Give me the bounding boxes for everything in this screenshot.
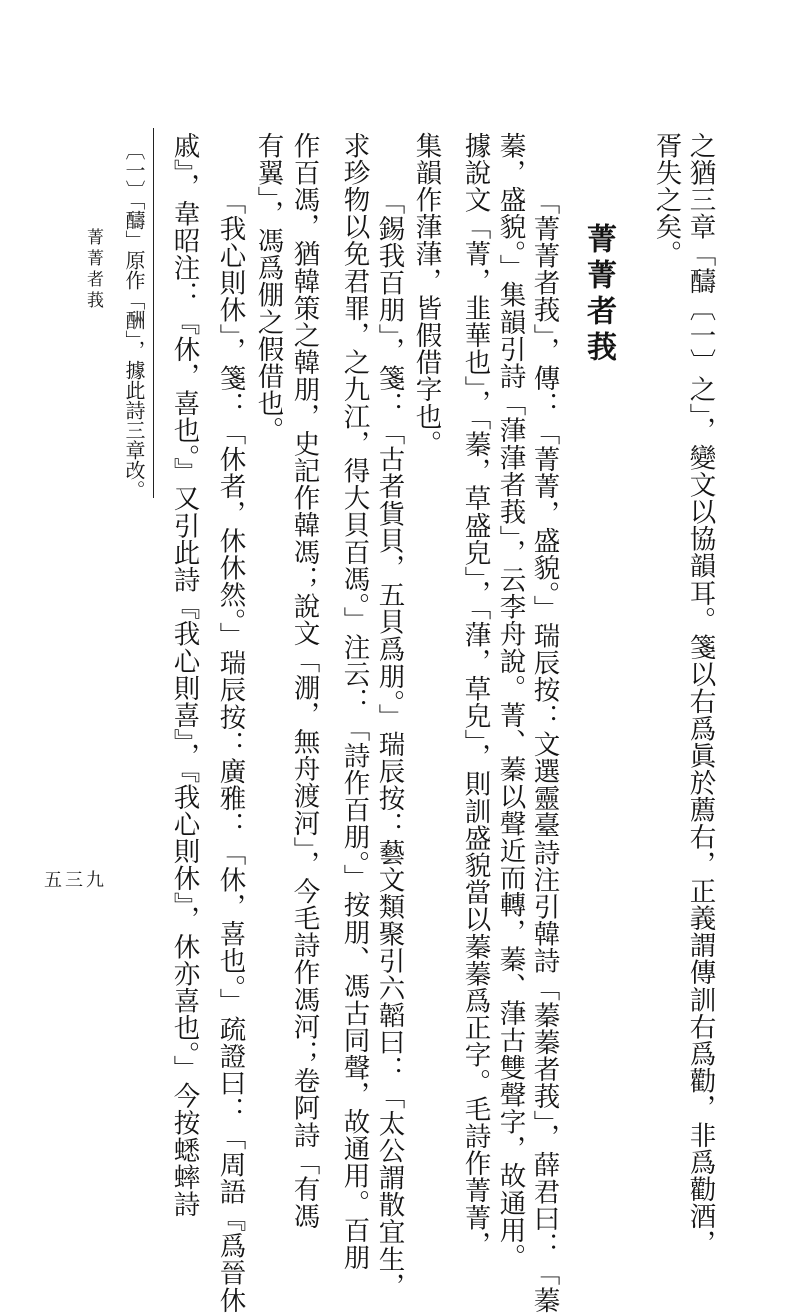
text-column: 有翼」，馮爲倗之假借也。 [252,132,284,444]
text-column: 作百馮，猶韓策之韓朋，史記作韓馮；說文「淜，無舟渡河」，今毛詩作馮河；卷阿詩「有馮 [288,132,320,1230]
text-column: 「菁菁者莪」，傳：「菁菁，盛貌。」瑞辰按：文選靈臺詩注引韓詩「蓁蓁者莪」，薛君曰：「蓁 [528,188,560,1314]
section-title: 菁菁者莪 [581,223,616,367]
text-column: 「我心則休」，箋：「休者，休休然。」瑞辰按：廣雅：「休，喜也。」疏證曰：「周語『爲晉休 [214,188,246,1314]
text-column: 集韻作葏葏，皆假借字也。 [410,132,442,458]
text-column: 胥失之矣。 [650,132,682,268]
text-column: 求珍物以免君罪，之九江，得大貝百馮。」注云：「詩作百朋。」按朋、馮古同聲，故通用。百朋 [338,132,370,1271]
text-column: 蓁，盛貌。」集韻引詩「葏葏者莪」，云李舟說。菁、蓁以聲近而轉，蓁、葏古雙聲字，故通用。 [494,132,526,1271]
page-number: 五三九 [44,870,107,891]
text-column: 之猶三章「醻〔一〕之」，變文以協韻耳。箋以右爲眞於薦右，正義謂傳訓右爲勸，非爲勸酒， [684,132,716,1257]
text-column: 據說文「菁，韭華也」，「蓁，草盛皃」，「葏，草皃」，則訓盛貌當以蓁蓁爲正字。毛詩作菁菁， [459,132,491,1259]
running-title: 菁菁者莪 [83,228,103,312]
text-column: 戚』，韋昭注：『休，喜也。』又引此詩『我心則喜』，『我心則休』，休亦喜也。」今按蟋蟀詩 [168,132,200,1218]
footnote: 〔一〕「醻」原作「酬」，據此詩三章改。 [122,140,146,500]
text-column: 「錫我百朋」，箋：「古者貨貝，五貝爲朋。」瑞辰按：藝文類聚引六韜曰：「太公謂散宜生， [373,188,405,1300]
footnote-rule [153,128,154,498]
